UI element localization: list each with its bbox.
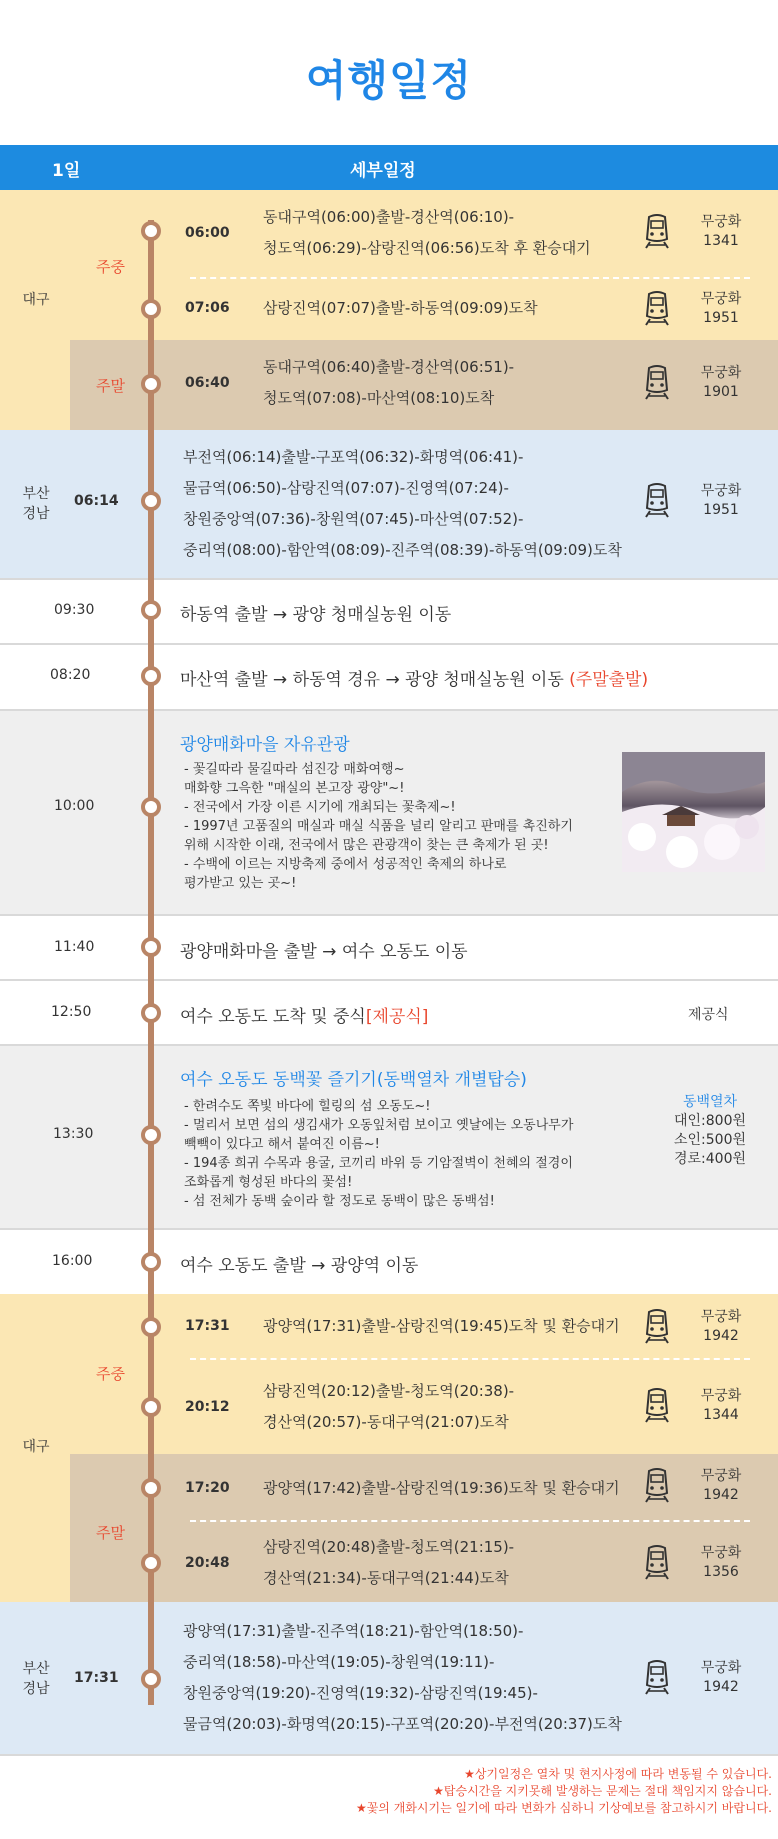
row-route: 광양역(17:31)출발-삼랑진역(19:45)도착 및 환승대기	[263, 1317, 620, 1335]
row-time: 07:06	[185, 300, 230, 316]
row-activity: 여수 오동도 도착 및 중식[제공식]	[180, 1007, 429, 1027]
timeline-dot	[141, 1553, 161, 1573]
row-time: 13:30	[53, 1126, 94, 1142]
timeline-dot	[141, 1669, 161, 1689]
timeline-dot	[141, 299, 161, 319]
train-icon	[642, 1467, 672, 1503]
train-icon	[642, 1387, 672, 1423]
train-info: 무궁화 1942	[700, 1468, 742, 1503]
timeline-dot	[141, 491, 161, 511]
row-time: 17:31	[185, 1318, 230, 1334]
weekend-label: 주말	[96, 1524, 125, 1542]
train-info: 무궁화 1942	[700, 1309, 742, 1344]
row-activity: 광양매화마을 출발 → 여수 오동도 이동	[180, 942, 468, 962]
row-time: 09:30	[54, 602, 95, 618]
timeline-dot	[141, 1125, 161, 1145]
train-info: 무궁화 1951	[700, 291, 742, 326]
train-icon	[642, 1544, 672, 1580]
timeline-dot	[141, 600, 161, 620]
row-route: 광양역(17:42)출발-삼랑진역(19:36)도착 및 환승대기	[263, 1479, 620, 1497]
region-label: 대구	[22, 292, 50, 308]
row-route: 삼랑진역(07:07)출발-하동역(09:09)도착	[263, 299, 538, 317]
activity-bullets: - 한려수도 쪽빛 바다에 힐링의 섬 오동도~! - 멀리서 보면 섬의 생김새가 오동잎처럼 보이고 옛날에는 오동나무가 빽빽이 있다고 해서 붙여진 이름~! - 194종 희귀 수목과 용굴, 코끼리 바위 등 기암절벽이 천혜의 절경이 조화롭게 형성된 바다의 꽃섬! - 섬 전체가 동백 숲이라 할 정도로 동백이 많은 동백섬!	[184, 1099, 574, 1209]
train-icon	[642, 290, 672, 326]
timeline-dot	[141, 374, 161, 394]
row-route: 삼랑진역(20:48)출발-청도역(21:15)- 경산역(21:34)-동대구역(21:44)도착	[263, 1538, 515, 1587]
row-activity: 하동역 출발 → 광양 청매실농원 이동	[180, 605, 452, 625]
train-info: 무궁화 1901	[700, 365, 742, 400]
region-label: 부산 경남	[22, 486, 50, 522]
weekend-label: 주말	[96, 377, 125, 395]
train-info: 무궁화 1951	[700, 483, 742, 518]
row-divider	[190, 277, 750, 279]
row-route: 부전역(06:14)출발-구포역(06:32)-화명역(06:41)- 물금역(06:50)-삼랑진역(07:07)-진영역(07:24)- 창원중앙역(07:36)-창원역(07:45)-마산역(07:52)- 중리역(08:00)-함안역(08:09)-진주역(08:39)-하동역(09:09)도착	[183, 448, 622, 559]
meal-note: 제공식	[688, 1007, 729, 1023]
timeline-dot	[141, 1397, 161, 1417]
timeline-dot	[141, 1252, 161, 1272]
row-time: 08:20	[50, 667, 91, 683]
timeline-dot	[141, 797, 161, 817]
activity-heading: 광양매화마을 자유관광	[180, 735, 350, 755]
row-route: 동대구역(06:00)출발-경산역(06:10)- 청도역(06:29)-삼랑진역(06:56)도착 후 환승대기	[263, 208, 591, 257]
plum-blossom-photo	[622, 752, 765, 872]
row-activity: 마산역 출발 → 하동역 경유 → 광양 청매실농원 이동 (주말출발)	[180, 670, 649, 690]
table-header	[0, 145, 778, 190]
row-route: 광양역(17:31)출발-진주역(18:21)-함안역(18:50)- 중리역(18:58)-마산역(19:05)-창원역(19:11)- 창원중앙역(19:20)-진영역(19:32)-삼랑진역(19:45)- 물금역(20:03)-화명역(20:15)-구포역(20:20)-부전역(20:37)도착	[183, 1622, 622, 1733]
page-title: 여행일정	[305, 56, 473, 105]
row-time: 10:00	[54, 798, 95, 814]
timeline-dot	[141, 937, 161, 957]
row-time: 20:48	[185, 1555, 230, 1571]
activity-bullets: - 꽃길따라 물길따라 섬진강 매화여행~ 매화향 그윽한 "매실의 본고장 광양"~! - 전국에서 가장 이른 시기에 개최되는 꽃축제~! - 1997년 고품질의 매실과 매실 식품을 널리 알리고 판매를 촉진하기 위해 시작한 이래, 전국에서 많은 관광객이 찾는 큰 축제가 된 곳! - 수백에 이르는 지방축제 중에서 성공적인 축제의 하나로 평가받고 있는 곳~!	[184, 762, 573, 891]
footer-notes: ★상기일정은 열차 및 현지사정에 따라 변동될 수 있습니다. ★탑승시간을 지키못해 발생하는 문제는 절대 책임지지 않습니다. ★꽃의 개화시기는 일기에 따라 변화가 심하니 기상예보를 참고하시기 바랍니다.	[355, 1767, 772, 1815]
train-icon	[642, 482, 672, 518]
train-info: 무궁화 1356	[700, 1545, 742, 1580]
region-label: 대구	[22, 1439, 50, 1455]
row-activity: 여수 오동도 출발 → 광양역 이동	[180, 1256, 419, 1276]
train-icon	[642, 1659, 672, 1695]
activity-heading: 여수 오동도 동백꽃 즐기기(동백열차 개별탑승)	[180, 1070, 527, 1090]
train-info: 무궁화 1341	[700, 214, 742, 249]
row-route: 동대구역(06:40)출발-경산역(06:51)- 청도역(07:08)-마산역(08:10)도착	[263, 358, 515, 407]
train-icon	[642, 1308, 672, 1344]
train-icon	[642, 213, 672, 249]
timeline-dot	[141, 1478, 161, 1498]
row-route: 삼랑진역(20:12)출발-청도역(20:38)- 경산역(20:57)-동대구역(21:07)도착	[263, 1382, 515, 1431]
train-icon	[642, 364, 672, 400]
train-fare: 동백열차 대인:800원 소인:500원 경로:400원	[673, 1094, 746, 1167]
weekday-label: 주중	[96, 1365, 125, 1383]
row-time: 06:14	[74, 493, 119, 509]
timeline-dot	[141, 666, 161, 686]
row-time: 17:20	[185, 1480, 230, 1496]
row-time: 16:00	[52, 1253, 93, 1269]
header-day: 1일	[52, 161, 81, 181]
timeline-dot	[141, 1003, 161, 1023]
row-time: 06:00	[185, 225, 230, 241]
row-time: 20:12	[185, 1399, 230, 1415]
row-time: 12:50	[51, 1004, 92, 1020]
row-time: 06:40	[185, 375, 230, 391]
row-time: 17:31	[74, 1670, 119, 1686]
timeline-dot	[141, 221, 161, 241]
region-label: 부산 경남	[22, 1661, 50, 1697]
row-time: 11:40	[54, 939, 95, 955]
header-detail: 세부일정	[350, 161, 416, 181]
timeline-dot	[141, 1317, 161, 1337]
train-info: 무궁화 1344	[700, 1388, 742, 1423]
weekday-label: 주중	[96, 258, 125, 276]
train-info: 무궁화 1942	[700, 1660, 742, 1695]
